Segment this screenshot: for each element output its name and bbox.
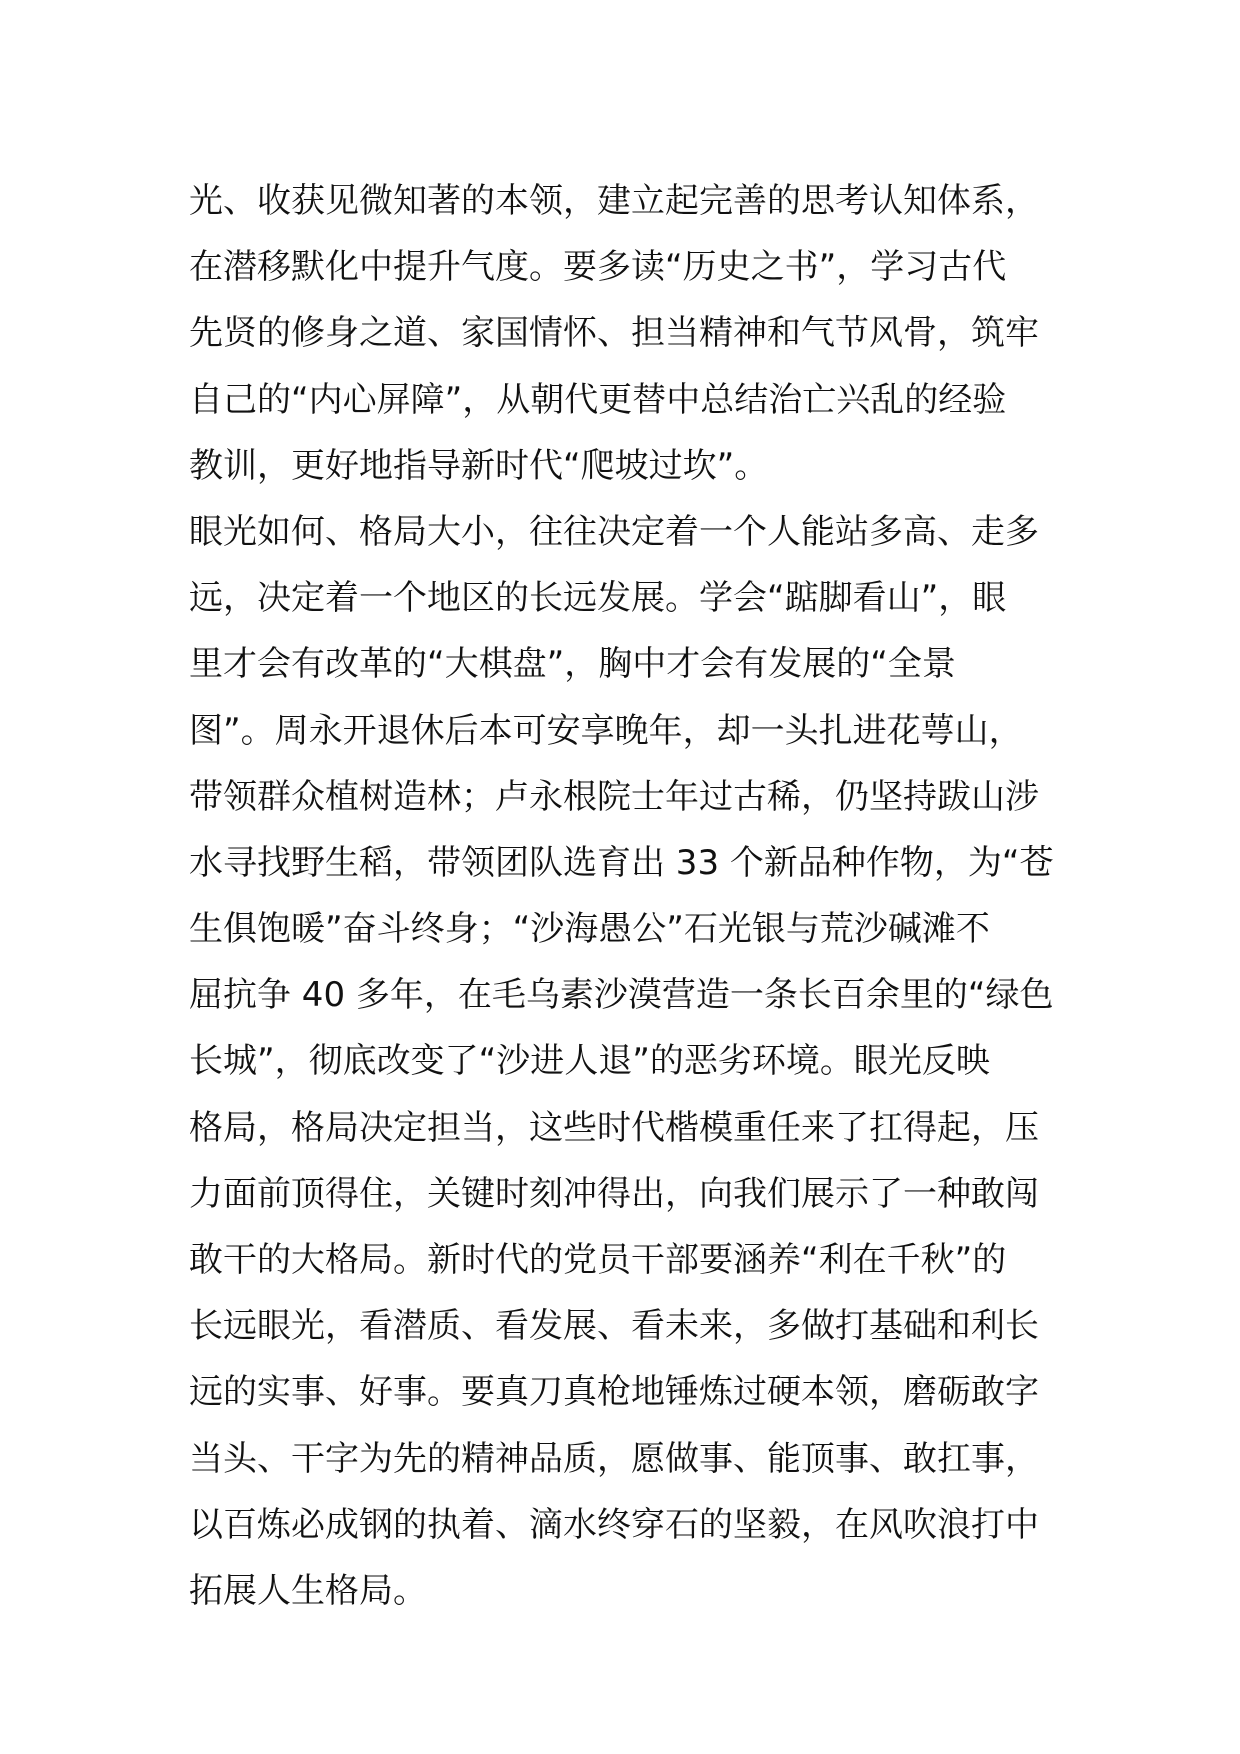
text-line: 当头、干字为先的精神品质，愿做事、能顶事、敢扛事， [189, 1438, 1039, 1479]
text-line: 自己的“内心屏障”，从朝代更替中总结治亡兴乱的经验 [189, 379, 1007, 420]
text-line: 教训，更好地指导新时代“爬坡过坎”。 [189, 445, 769, 486]
text-line: 远，决定着一个地区的长远发展。学会“踮脚看山”，眼 [189, 578, 1007, 619]
text-line: 敢干的大格局。新时代的党员干部要涵养“利在千秋”的 [189, 1240, 1007, 1280]
text-line: 眼光如何、格局大小，往往决定着一个人能站多高、走多 [189, 511, 1039, 552]
text-line: 里才会有改革的“大棋盘”，胸中才会有发展的“全景 [189, 644, 956, 685]
text-line: 图”。周永开退休后本可安享晚年，却一头扎进花萼山， [189, 710, 1023, 751]
text-line: 力面前顶得住，关键时刻冲得出，向我们展示了一种敢闯 [189, 1173, 1039, 1214]
text-line: 拓展人生格局。 [189, 1570, 427, 1611]
text-line: 长城”，彻底改变了“沙进人退”的恶劣环境。眼光反映 [189, 1041, 990, 1082]
text-line: 水寻找野生稻，带领团队选育出 33 个新品种作物，为“苍 [189, 842, 1054, 883]
text-line: 以百炼必成钢的执着、滴水终穿石的坚毅，在风吹浪打中 [189, 1504, 1039, 1545]
text-line: 格局，格局决定担当，这些时代楷模重任来了扛得起，压 [189, 1107, 1039, 1148]
text-line: 在潜移默化中提升气度。要多读“历史之书”，学习古代 [189, 247, 1007, 288]
text-line: 带领群众植树造林；卢永根院士年过古稀，仍坚持跋山涉 [189, 776, 1039, 817]
text-line: 长远眼光，看潜质、看发展、看未来，多做打基础和利长 [189, 1306, 1039, 1347]
text-line: 屈抗争 40 多年，在毛乌素沙漠营造一条长百余里的“绿色 [189, 975, 1054, 1016]
document-body [189, 168, 1059, 1624]
text-line: 先贤的修身之道、家国情怀、担当精神和气节风骨，筑牢 [189, 313, 1039, 354]
text-line: 光、收获见微知著的本领，建立起完善的思考认知体系， [189, 181, 1039, 221]
text-line: 远的实事、好事。要真刀真枪地锤炼过硬本领，磨砺敢字 [189, 1372, 1039, 1413]
text-line: 生俱饱暖”奋斗终身；“沙海愚公”石光银与荒沙碱滩不 [189, 909, 990, 950]
